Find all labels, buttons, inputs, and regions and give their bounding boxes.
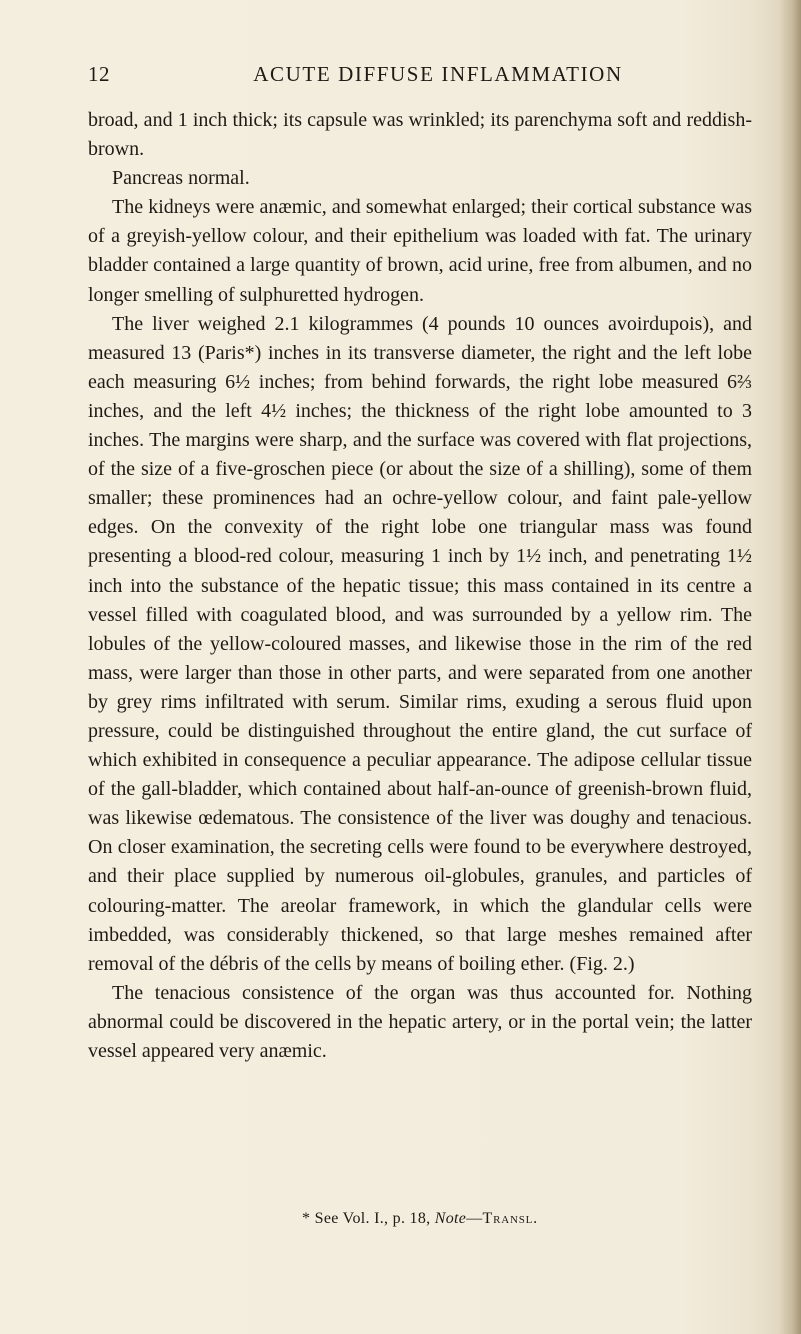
footnote-text: See Vol. I., p. 18, xyxy=(314,1210,431,1227)
footnote-transl: Transl. xyxy=(482,1210,538,1227)
page-number: 12 xyxy=(88,62,110,86)
paragraph: The liver weighed 2.1 kilogrammes (4 pounds 10 ounces avoirdupois), and measured 13 (Paris*) inches in its transverse diameter, the right and the left lobe each measuring 6½ inches; from behind forwards, the right lobe measured 6⅔ inches, and the left 4½ inches; the thickness of the right lobe amounted to 3 inches. The margins were sharp, and the surface was covered with flat projections, of the size of a five-groschen piece (or about the size of a shilling), some of them smaller; these prominences had an ochre-yellow colour, and faint pale-yellow edges. On the convexity of the right lobe one triangular mass was found presenting a blood-red colour, measuring 1 inch by 1½ inch, and penetrating 1½ inch into the substance of the hepatic tissue; this mass contained in its centre a vessel filled with coagulated blood, and was surrounded by a yellow rim. The lobules of the yellow-coloured masses, and likewise those in the rim of the red mass, were larger than those in other parts, and were separated from one another by grey rims infiltrated with serum. Similar rims, exuding a serous fluid upon pressure, could be distinguished throughout the entire gland, the cut surface of which exhibited in consequence a peculiar appearance. The adipose cellular tissue of the gall-bladder, which contained about half-an-ounce of greenish-brown fluid, was likewise œdematous. The consistence of the liver was doughy and tenacious. On closer examination, the secreting cells were found to be everywhere destroyed, and their place supplied by numerous oil-globules, granules, and particles of colouring-matter. The areolar framework, in which the glandular cells were imbedded, was considerably thickened, so that large meshes remained after removal of the débris of the cells by means of boiling ether. (Fig. 2.) xyxy=(88,312,752,975)
footnote-note: Note xyxy=(434,1210,467,1227)
paragraph: broad, and 1 inch thick; its capsule was wrinkled; its parenchyma soft and reddish-brown. xyxy=(88,109,752,161)
paragraph: The kidneys were anæmic, and somewhat enlarged; their cortical substance was of a greyish-yellow colour, and their epithelium was loaded with fat. The urinary bladder contained a large quantity of brown, acid urine, free from albumen, and no longer smelling of sulphuretted hydrogen. xyxy=(88,196,752,306)
page-edge-shadow xyxy=(779,0,801,1334)
footnote-dash: — xyxy=(466,1210,483,1227)
footnote-marker: * xyxy=(302,1210,311,1227)
page-header xyxy=(88,62,748,92)
paragraph: Pancreas normal. xyxy=(112,167,250,190)
footnote xyxy=(88,1210,752,1228)
paragraph: The tenacious consistence of the organ was thus accounted for. Nothing abnormal could be discovered in the hepatic artery, or in the portal vein; the latter vessel appeared very anæmic. xyxy=(88,981,752,1062)
body-text xyxy=(88,106,752,1066)
running-title: ACUTE DIFFUSE INFLAMMATION xyxy=(253,62,623,86)
